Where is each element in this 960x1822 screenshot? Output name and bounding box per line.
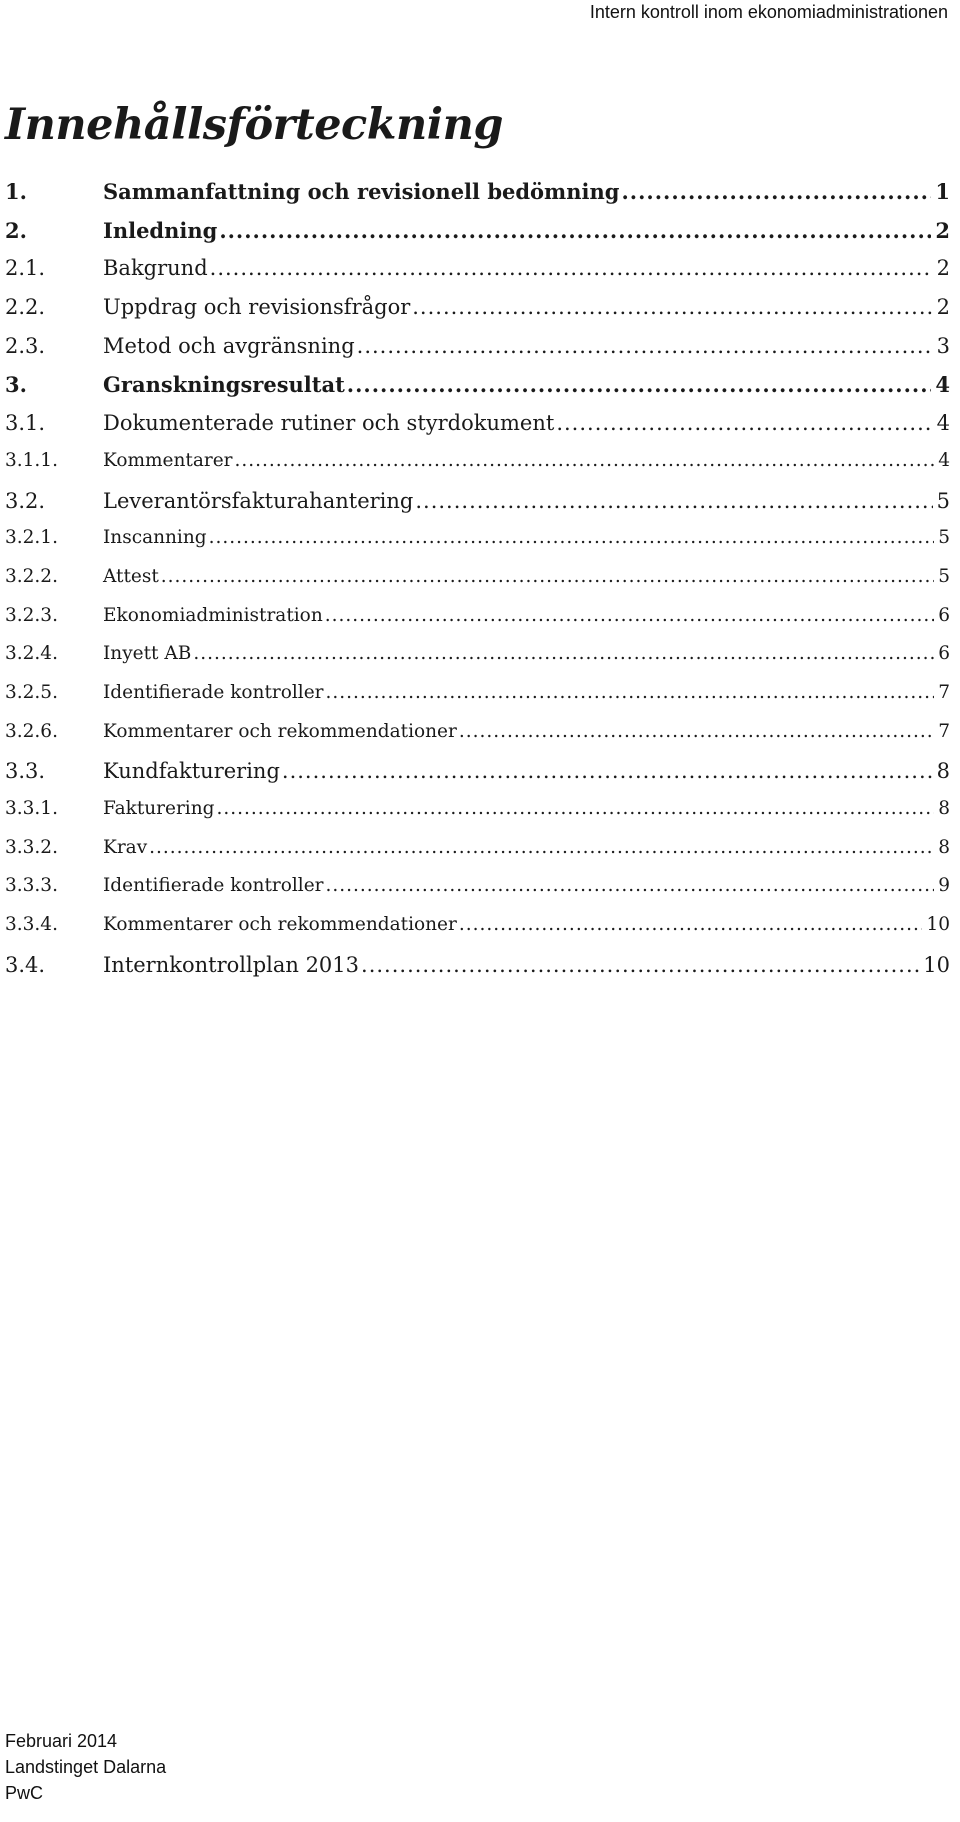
toc-dot-leader <box>621 179 931 204</box>
toc-entry[interactable] <box>5 411 950 450</box>
toc-entry-page-number: 10 <box>926 914 950 936</box>
toc-entry-page-number: 4 <box>936 411 950 436</box>
running-header: Intern kontroll inom ekonomiadministrationen <box>589 2 948 22</box>
toc-entry-title: Sammanfattning och revisionell bedömning <box>103 179 620 204</box>
toc-entry-title: Internkontrollplan 2013 <box>103 952 360 977</box>
toc-entry-title: Identifierade kontroller <box>103 875 324 897</box>
toc-entry-title: Inscanning <box>103 527 207 549</box>
toc-entry-page-number: 8 <box>936 759 950 784</box>
toc-entry-number: 3.3.4. <box>5 914 58 936</box>
toc-entry-page-number: 3 <box>936 333 950 358</box>
toc-dot-leader <box>149 837 934 858</box>
toc-entry-number: 1. <box>5 179 27 204</box>
toc-dot-leader <box>193 643 934 664</box>
toc-entry-page-number: 2 <box>935 217 950 243</box>
toc-dot-leader <box>325 605 934 626</box>
toc-entry-number: 3.3.1. <box>5 798 58 819</box>
toc-entry-title: Granskningsresultat <box>103 372 345 398</box>
toc-entry[interactable] <box>5 798 950 837</box>
toc-dot-leader <box>361 953 919 977</box>
toc-dot-leader <box>161 566 934 587</box>
toc-dot-leader <box>412 295 932 319</box>
toc-entry-title: Uppdrag och revisionsfrågor <box>103 295 411 320</box>
toc-entry-page-number: 5 <box>936 488 950 513</box>
toc-entry-page-number: 4 <box>938 449 950 471</box>
toc-entry-number: 3.2.5. <box>5 681 58 703</box>
toc-entry[interactable] <box>5 527 950 566</box>
toc-entry-page-number: 8 <box>938 798 950 819</box>
toc-entry[interactable] <box>5 643 950 682</box>
toc-entry-title: Kommentarer <box>103 449 233 471</box>
footer-firm: PwC <box>5 1783 44 1803</box>
toc-entry-page-number: 6 <box>938 643 950 665</box>
toc-entry-number: 3.3.3. <box>5 875 58 897</box>
toc-entry-number: 3.4. <box>5 952 46 977</box>
toc-dot-leader <box>357 334 933 358</box>
toc-entry-page-number: 1 <box>935 179 950 204</box>
page-footer <box>5 1728 166 1806</box>
footer-date: Februari 2014 <box>5 1731 118 1751</box>
toc-entry[interactable] <box>5 875 950 914</box>
toc-entry-number: 3.3. <box>5 759 46 784</box>
toc-entry[interactable] <box>5 759 950 798</box>
toc-entry[interactable] <box>5 218 950 257</box>
toc-entry-number: 2.3. <box>5 333 46 358</box>
toc-dot-leader <box>459 914 923 935</box>
toc-entry-title: Kommentarer och rekommendationer <box>103 914 457 936</box>
toc-entry[interactable] <box>5 295 950 334</box>
toc-entry-title: Ekonomiadministration <box>103 604 323 626</box>
toc-dot-leader <box>210 256 933 280</box>
toc-entry-page-number: 5 <box>938 527 950 549</box>
toc-dot-leader <box>347 372 932 397</box>
toc-entry-page-number: 6 <box>938 604 950 626</box>
toc-entry[interactable] <box>5 682 950 721</box>
toc-entry-page-number: 10 <box>923 952 950 977</box>
footer-client: Landstinget Dalarna <box>5 1757 167 1777</box>
toc-entry[interactable] <box>5 721 950 760</box>
toc-entry[interactable] <box>5 914 950 953</box>
toc-entry-title: Inyett AB <box>103 643 192 665</box>
toc-dot-leader <box>282 759 933 783</box>
toc-entry-title: Metod och avgränsning <box>103 333 355 358</box>
toc-entry-number: 3.1.1. <box>5 449 58 471</box>
toc-entry-title: Kommentarer och rekommendationer <box>103 720 457 742</box>
toc-entry-page-number: 5 <box>938 565 950 587</box>
toc-dot-leader <box>235 450 934 471</box>
toc-entry-title: Fakturering <box>103 798 215 819</box>
toc-entry[interactable] <box>5 489 950 528</box>
toc-entry[interactable] <box>5 450 950 489</box>
toc-entry-number: 3.2.4. <box>5 643 58 665</box>
toc-entry-number: 3.3.2. <box>5 836 58 858</box>
toc-entry-page-number: 2 <box>936 295 950 320</box>
toc-entry-number: 3.1. <box>5 411 46 436</box>
toc-entry-number: 2. <box>5 217 27 243</box>
toc-entry-page-number: 4 <box>935 372 950 398</box>
toc-entry-number: 3.2.2. <box>5 565 58 587</box>
toc-entry[interactable] <box>5 334 950 373</box>
toc-entry-title: Kundfakturering <box>103 759 280 784</box>
toc-entry-title: Dokumenterade rutiner och styrdokument <box>103 411 555 436</box>
toc-entry-number: 2.2. <box>5 295 46 320</box>
toc-entry-number: 3.2.3. <box>5 604 58 626</box>
toc-entry[interactable] <box>5 256 950 295</box>
toc-dot-leader <box>415 489 932 513</box>
toc-entry-page-number: 9 <box>938 875 950 897</box>
toc-entry[interactable] <box>5 372 950 411</box>
toc-entry-title: Attest <box>103 565 159 587</box>
toc-dot-leader <box>556 411 932 435</box>
toc-dot-leader <box>216 798 934 819</box>
toc-entry-title: Identifierade kontroller <box>103 681 324 703</box>
toc-entry[interactable] <box>5 953 950 992</box>
toc-entry[interactable] <box>5 837 950 876</box>
toc-dot-leader <box>326 682 934 703</box>
toc-entry-page-number: 7 <box>938 720 950 742</box>
toc-entry-page-number: 2 <box>936 256 950 281</box>
toc-title: Innehållsförteckning <box>5 100 503 150</box>
toc-entry-number: 3.2.6. <box>5 720 58 742</box>
toc-entry-number: 3.2. <box>5 488 46 513</box>
toc-dot-leader <box>219 218 931 243</box>
toc-entry[interactable] <box>5 566 950 605</box>
toc-dot-leader <box>326 875 934 896</box>
toc-dot-leader <box>459 721 934 742</box>
toc-entry-title: Bakgrund <box>103 256 208 281</box>
toc-entry-page-number: 7 <box>938 681 950 703</box>
toc-entry-title: Leverantörsfakturahantering <box>103 488 414 513</box>
toc-entry-number: 3.2.1. <box>5 527 58 549</box>
toc-entry-title: Inledning <box>103 217 218 243</box>
toc-dot-leader <box>209 527 934 548</box>
toc-entry[interactable] <box>5 179 950 218</box>
toc-entry-number: 2.1. <box>5 256 46 281</box>
toc-entry-title: Krav <box>103 836 148 858</box>
table-of-contents <box>5 179 950 991</box>
toc-entry-number: 3. <box>5 372 27 398</box>
toc-entry-page-number: 8 <box>938 836 950 858</box>
toc-entry[interactable] <box>5 605 950 644</box>
